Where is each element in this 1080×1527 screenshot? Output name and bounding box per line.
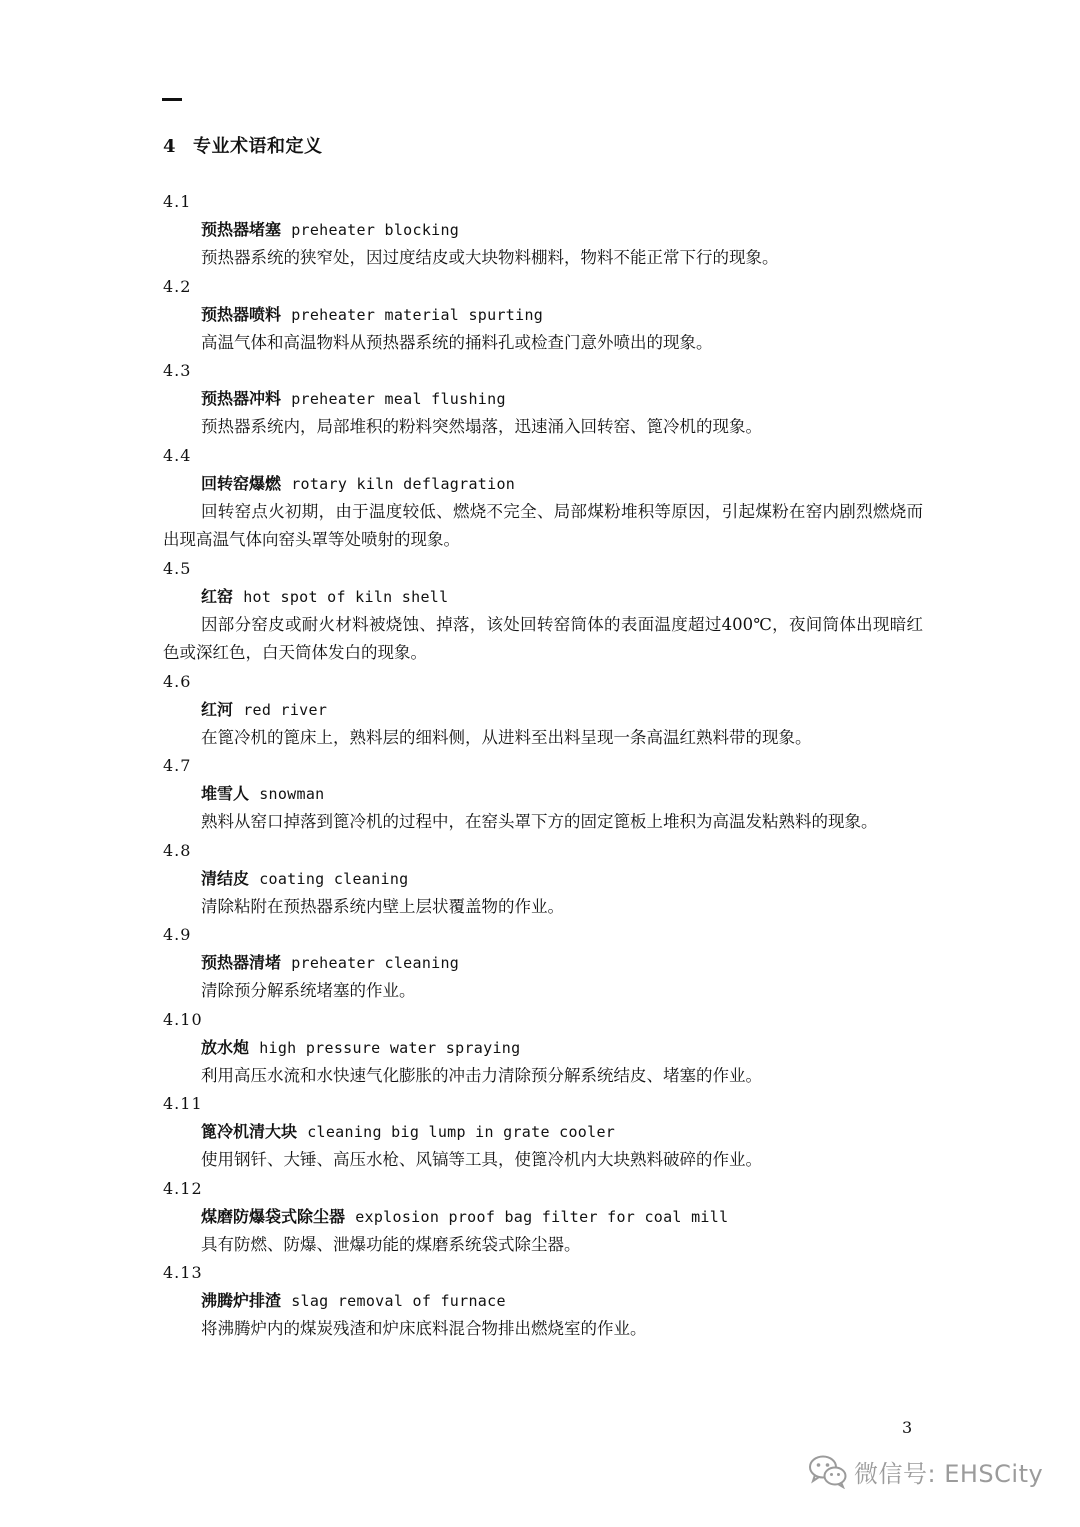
term-definition: 利用高压水流和水快速气化膨胀的冲击力清除预分解系统结皮、堵塞的作业。 [201, 1065, 762, 1085]
term-number: 4.6 [163, 671, 192, 691]
term-english-name: rotary kiln deflagration [291, 474, 516, 493]
term-chinese-name: 煤磨防爆袋式除尘器 [201, 1206, 346, 1226]
term-english-name: cleaning big lump in grate cooler [307, 1123, 616, 1141]
term-entry [163, 1259, 923, 1344]
term-entry [163, 837, 923, 922]
term-english-name: snowman [259, 785, 325, 803]
term-definition: 预热器系统的狭窄处，因过度结皮或大块物料棚料，物料不能正常下行的现象。 [201, 248, 779, 267]
term-entry [163, 188, 923, 273]
term-title [163, 216, 923, 244]
term-number: 4.12 [163, 1178, 203, 1198]
term-title [163, 385, 923, 413]
watermark [808, 1452, 1043, 1490]
term-title [163, 470, 923, 498]
term-definition: 清除预分解系统堵塞的作业。 [201, 981, 416, 1000]
term-entry [163, 357, 923, 442]
term-number: 4.10 [163, 1009, 203, 1029]
term-english-name: coating cleaning [259, 869, 409, 888]
term-definition: 将沸腾炉内的煤炭残渣和炉床底料混合物排出燃烧室的作业。 [201, 1319, 647, 1338]
term-chinese-name: 篦冷机清大块 [201, 1122, 298, 1141]
term-number: 4.3 [163, 361, 192, 380]
term-entry [163, 555, 923, 668]
term-entry [163, 1175, 923, 1260]
term-english-name: preheater meal flushing [291, 390, 506, 408]
term-title [163, 949, 923, 977]
term-english-name: red river [243, 700, 328, 719]
term-chinese-name: 预热器冲料 [201, 389, 282, 408]
term-number: 4.2 [163, 276, 192, 296]
term-english-name: slag removal of furnace [291, 1292, 506, 1310]
term-chinese-name: 放水炮 [201, 1037, 250, 1057]
section-number: 4 [163, 136, 177, 157]
term-title [163, 1118, 923, 1146]
term-definition: 使用钢钎、大锤、高压水枪、风镐等工具，使篦冷机内大块熟料破碎的作业。 [201, 1150, 762, 1169]
term-number: 4.1 [163, 192, 192, 211]
section-title: 专业术语和定义 [193, 136, 323, 157]
term-title [163, 301, 923, 329]
term-entry [163, 442, 923, 555]
term-chinese-name: 沸腾炉排渣 [201, 1291, 282, 1310]
term-chinese-name: 预热器喷料 [201, 304, 282, 324]
term-english-name: preheater material spurting [291, 305, 544, 324]
page-number: 3 [902, 1418, 913, 1437]
watermark-text: 微信号: EHSCity [854, 1459, 1044, 1488]
term-title [163, 583, 923, 611]
term-title [163, 696, 923, 724]
terms-list [163, 188, 923, 1344]
term-definition: 预热器系统内，局部堆积的粉料突然塌落，迅速涌入回转窑、篦冷机的现象。 [201, 417, 762, 436]
term-english-name: high pressure water spraying [259, 1038, 521, 1057]
term-chinese-name: 预热器堵塞 [201, 220, 282, 239]
term-number: 4.5 [163, 558, 192, 578]
term-english-name: preheater blocking [291, 221, 460, 239]
term-title [163, 1034, 923, 1062]
term-number: 4.13 [163, 1263, 203, 1282]
wechat-icon [808, 1453, 848, 1489]
term-entry [163, 752, 923, 837]
term-title [163, 780, 923, 808]
term-definition: 熟料从窑口掉落到篦冷机的过程中，在窑头罩下方的固定篦板上堆积为高温发粘熟料的现象。 [201, 812, 878, 831]
term-number: 4.9 [163, 925, 192, 944]
term-entry [163, 921, 923, 1006]
term-entry [163, 1090, 923, 1175]
term-definition: 清除粘附在预热器系统内壁上层状覆盖物的作业。 [201, 896, 564, 916]
term-chinese-name: 红河 [201, 699, 234, 719]
term-chinese-name: 回转窑爆燃 [201, 473, 282, 493]
top-dash-mark [162, 98, 182, 101]
term-title [163, 865, 923, 893]
term-number: 4.7 [163, 756, 192, 775]
term-number: 4.8 [163, 840, 192, 860]
term-number: 4.11 [163, 1094, 203, 1113]
section-heading [163, 132, 323, 158]
term-definition: 因部分窑皮或耐火材料被烧蚀、掉落，该处回转窑筒体的表面温度超过400℃，夜间筒体出现暗红色或深红色，白天筒体发白的现象。 [163, 614, 923, 662]
term-english-name: preheater cleaning [291, 954, 460, 972]
term-chinese-name: 红窑 [201, 586, 234, 606]
term-english-name: explosion proof bag filter for coal mill [355, 1207, 729, 1226]
term-number: 4.4 [163, 445, 192, 465]
term-chinese-name: 堆雪人 [201, 784, 250, 803]
term-entry [163, 273, 923, 358]
term-title [163, 1203, 923, 1231]
term-english-name: hot spot of kiln shell [243, 587, 449, 606]
term-chinese-name: 清结皮 [201, 868, 250, 888]
term-entry [163, 668, 923, 753]
term-definition: 在篦冷机的篦床上，熟料层的细料侧，从进料至出料呈现一条高温红熟料带的现象。 [201, 727, 812, 747]
term-title [163, 1287, 923, 1315]
term-definition: 回转窑点火初期，由于温度较低、燃烧不完全、局部煤粉堆积等原因，引起煤粉在窑内剧烈燃烧而出现高温气体向窑头罩等处喷射的现象。 [163, 501, 923, 549]
term-chinese-name: 预热器清堵 [201, 953, 282, 972]
term-entry [163, 1006, 923, 1091]
term-definition: 高温气体和高温物料从预热器系统的捅料孔或检查门意外喷出的现象。 [201, 332, 713, 352]
term-definition: 具有防燃、防爆、泄爆功能的煤磨系统袋式除尘器。 [201, 1234, 581, 1254]
